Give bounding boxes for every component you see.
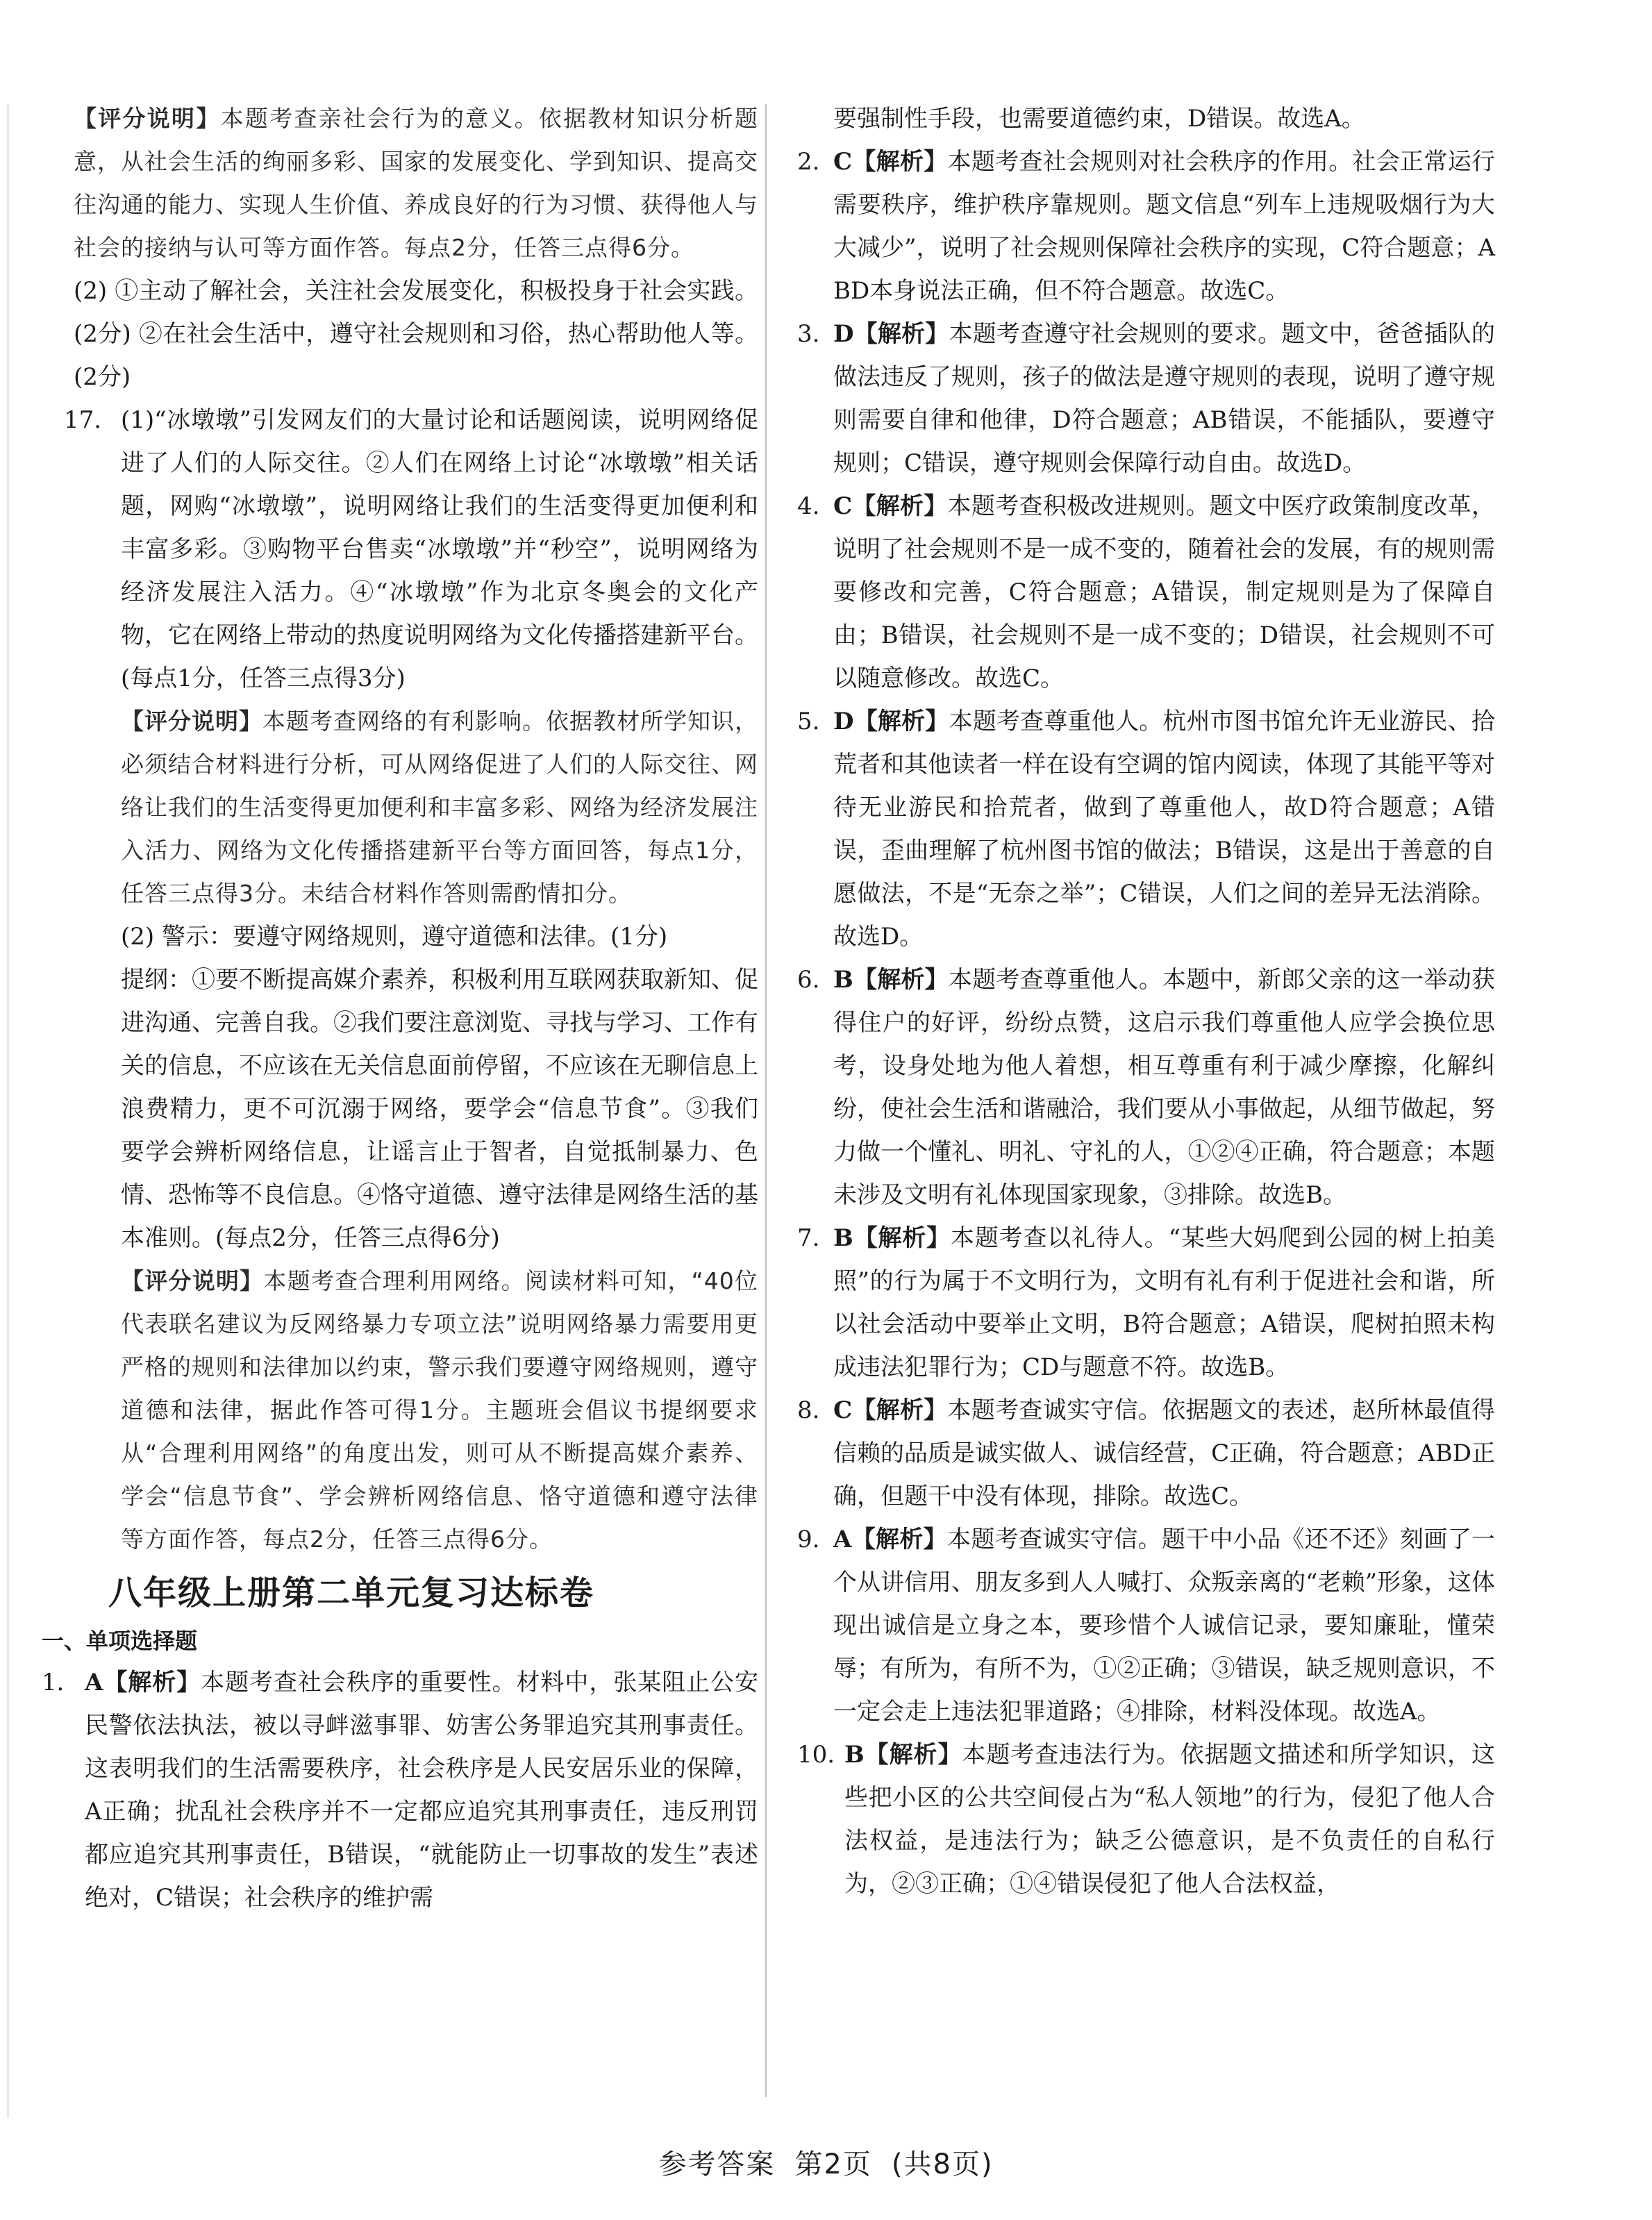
- answer-17-2: (2) 警示：要遵守网络规则，遵守道德和法律。(1分): [121, 923, 668, 951]
- footer-page: 第2页: [794, 2148, 872, 2180]
- note-tag: 【评分说明】: [121, 1267, 264, 1294]
- answer-item: [797, 1389, 1495, 1518]
- section-heading: 一、单项选择题: [42, 1628, 198, 1654]
- analysis-text: 本题考查尊重他人。杭州市图书馆允许无业游民、拾荒者和其他读者一样在设有空调的馆内阅读，体现了其能平等对待无业游民和拾荒者，做到了尊重他人，故D符合题意；A错误，歪曲理解了杭州图书馆的做法；B错误，这是出于善意的自愿做法，不是“无奈之举”；C错误，人们之间的差异无法消除。故选D。: [833, 708, 1496, 951]
- answer-letter: D: [833, 320, 854, 348]
- answer-letter: C: [833, 1396, 853, 1424]
- question-number: 10.: [797, 1741, 835, 1769]
- analysis-tag: 【解析】: [853, 1224, 951, 1252]
- analysis-tag: 【解析】: [103, 1669, 201, 1696]
- answers-list: [797, 140, 1495, 1905]
- analysis-text: 本题考查尊重他人。本题中，新郎父亲的这一举动获得住户的好评，纷纷点赞，这启示我们尊重他人应学会换位思考，设身处地为他人着想，相互尊重有利于减少摩擦，化解纠纷，使社会生活和谐融洽，我们要从小事做起，从细节做起，努力做一个懂礼、明礼、守礼的人，①②④正确，符合题意；本题未涉及文明有礼体现国家现象，③排除。故选B。: [833, 966, 1496, 1209]
- answer-17-2-outline: 提纲：①要不断提高媒介素养，积极利用互联网获取新知、促进沟通、完善自我。②我们要注意浏览、寻找与学习、工作有关的信息，不应该在无关信息面前停留，不应该在无聊信息上浪费精力，更不可沉溺于网络，要学会“信息节食”。③我们要学会辨析网络信息，让谣言止于智者，自觉抵制暴力、色情、恐怖等不良信息。④恪守道德、遵守法律是网络生活的基本准则。(每点2分，任答三点得6分): [121, 966, 758, 1252]
- answer-item: [797, 700, 1495, 958]
- note-text: 本题考查亲社会行为的意义。依据教材知识分析题意，从社会生活的绚丽多彩、国家的发展变化、学到知识、提高交往沟通的能力、实现人生价值、养成良好的行为习惯、获得他人与社会的接纳与认可等方面作答。每点2分，任答三点得6分。: [74, 105, 759, 261]
- question-number: 2.: [797, 148, 820, 176]
- question-number: 8.: [797, 1396, 820, 1424]
- question-number: 4.: [797, 492, 820, 520]
- answer-item: [797, 312, 1495, 485]
- analysis-text: 本题考查社会规则对社会秩序的作用。社会正常运行需要秩序，维护秩序靠规则。题文信息“列车上违规吸烟行为大大减少”，说明了社会规则保障社会秩序的实现，C符合题意；ABD本身说法正确，但不符合题意。故选C。: [833, 148, 1496, 305]
- question-number: 5.: [797, 708, 820, 735]
- answer-letter: C: [833, 148, 853, 176]
- answer-letter: B: [844, 1741, 865, 1769]
- question-number: 3.: [797, 320, 820, 348]
- answer-item: [797, 1217, 1495, 1389]
- analysis-tag: 【解析】: [852, 492, 948, 520]
- footer-total: (共8页): [891, 2148, 994, 2180]
- analysis-text: 本题考查积极改进规则。题文中医疗政策制度改革，说明了社会规则不是一成不变的，随着社会的发展，有的规则需要修改和完善，C符合题意；A错误，制定规则是为了保障自由；B错误，社会规则不是一成不变的；D错误，社会规则不可以随意修改。故选C。: [833, 492, 1496, 692]
- scan-edge: [7, 104, 9, 2118]
- question-number: 9.: [797, 1526, 820, 1553]
- analysis-text: 本题考查社会秩序的重要性。材料中，张某阻止公安民警依法执法，被以寻衅滋事罪、妨害公务罪追究其刑事责任。这表明我们的生活需要秩序，社会秩序是人民安居乐业的保障，A正确；扰乱社会秩序并不一定都应追究其刑事责任，违反刑罚都应追究其刑事责任，B错误，“就能防止一切事故的发生”表述绝对，C错误；社会秩序的维护需: [85, 1669, 759, 1912]
- scoring-note-16: [64, 97, 758, 269]
- analysis-tag: 【解析】: [852, 148, 948, 176]
- analysis-tag: 【解析】: [851, 1526, 947, 1553]
- note-text: 本题考查网络的有利影响。依据教材所学知识，必须结合材料进行分析，可从网络促进了人们的人际交往、网络让我们的生活变得更加便利和丰富多彩、网络为经济发展注入活力、网络为文化传播搭建新平台等方面回答，每点1分，任答三点得3分。未结合材料作答则需酌情扣分。: [121, 708, 758, 907]
- answer-item: [797, 1733, 1495, 1905]
- analysis-text: 本题考查诚实守信。依据题文的表述，赵所林最值得信赖的品质是诚实做人、诚信经营，C正确，符合题意；ABD正确，但题干中没有体现，排除。故选C。: [833, 1396, 1496, 1510]
- scoring-note-17-1: [121, 700, 758, 915]
- right-column: [797, 97, 1495, 1905]
- analysis-text: 本题考查违法行为。依据题文描述和所学知识，这些把小区的公共空间侵占为“私人领地”的行为，侵犯了他人合法权益，是违法行为；缺乏公德意识，是不负责任的自私行为，②③正确；①④错误侵犯了他人合法权益，: [844, 1741, 1496, 1898]
- question-number: 7.: [797, 1224, 820, 1252]
- question-number: 17.: [64, 406, 102, 434]
- answer-letter: A: [85, 1669, 103, 1696]
- analysis-tag: 【解析】: [864, 1741, 962, 1769]
- footer-title: 参考答案: [658, 2148, 776, 2180]
- answer-1: [42, 1661, 758, 1919]
- note-text: 本题考查合理利用网络。阅读材料可知，“40位代表联名建议为反网络暴力专项立法”说明网络暴力需要用更严格的规则和法律加以约束，警示我们要遵守网络规则，遵守道德和法律，据此作答可得1分。主题班会倡议书提纲要求从“合理利用网络”的角度出发，则可从不断提高媒介素养、学会“信息节食”、学会辨析网络信息、恪守道德和遵守法律等方面作答，每点2分，任答三点得6分。: [121, 1267, 758, 1553]
- answer-16-2: (2) ①主动了解社会，关注社会发展变化，积极投身于社会实践。(2分) ②在社会生活中，遵守社会规则和习俗，热心帮助他人等。(2分): [74, 277, 758, 391]
- left-column: [42, 97, 759, 1919]
- analysis-tag: 【解析】: [853, 708, 949, 735]
- note-tag: 【评分说明】: [74, 105, 221, 132]
- answer-letter: C: [833, 492, 853, 520]
- answer-17-1: (1)“冰墩墩”引发网友们的大量讨论和话题阅读，说明网络促进了人们的人际交往。②人们在网络上讨论“冰墩墩”相关话题，网购“冰墩墩”，说明网络让我们的生活变得更加便利和丰富多彩。③购物平台售卖“冰墩墩”并“秒空”，说明网络为经济发展注入活力。④“冰墩墩”作为北京冬奥会的文化产物，它在网络上带动的热度说明网络为文化传播搭建新平台。(每点1分，任答三点得3分): [121, 406, 758, 692]
- unit-heading: 八年级上册第二单元复习达标卷: [108, 1574, 595, 1612]
- question-number: 6.: [797, 966, 820, 994]
- analysis-tag: 【解析】: [852, 1396, 948, 1424]
- answer-item: [797, 485, 1495, 700]
- answer-letter: B: [833, 966, 853, 994]
- answer-17: [64, 399, 758, 1561]
- answer-item: [797, 1518, 1495, 1733]
- answer-letter: A: [833, 1526, 852, 1553]
- answer-item: [797, 140, 1495, 312]
- analysis-tag: 【解析】: [853, 320, 949, 348]
- scoring-note-17-2: [121, 1260, 758, 1561]
- question-number: 1．: [42, 1669, 81, 1696]
- note-tag: 【评分说明】: [121, 708, 262, 735]
- answer-letter: D: [833, 708, 854, 735]
- analysis-tag: 【解析】: [853, 966, 949, 994]
- answer-letter: B: [833, 1224, 853, 1252]
- analysis-text: 本题考查诚实守信。题干中小品《还不还》刻画了一个从讲信用、朋友多到人人喊打、众叛亲离的“老赖”形象，这体现出诚信是立身之本，要珍惜个人诚信记录，要知廉耻，懂荣辱；有所为，有所不为，①②正确；③错误，缺乏规则意识，不一定会走上违法犯罪道路；④排除，材料没体现。故选A。: [833, 1526, 1496, 1726]
- answer-1-continued: 要强制性手段，也需要道德约束，D错误。故选A。: [833, 105, 1365, 133]
- answer-item: [797, 958, 1495, 1217]
- page-footer: [0, 2142, 1652, 2182]
- analysis-text: 本题考查遵守社会规则的要求。题文中，爸爸插队的做法违反了规则，孩子的做法是遵守规则的表现，说明了遵守规则需要自律和他律，D符合题意；AB错误，不能插队，要遵守规则；C错误，遵守规则会保障行动自由。故选D。: [833, 320, 1496, 477]
- column-divider: [765, 104, 767, 2097]
- analysis-text: 本题考查以礼待人。“某些大妈爬到公园的树上拍美照”的行为属于不文明行为，文明有礼有利于促进社会和谐，所以社会活动中要举止文明，B符合题意；A错误，爬树拍照未构成违法犯罪行为；CD与题意不符。故选B。: [833, 1224, 1495, 1381]
